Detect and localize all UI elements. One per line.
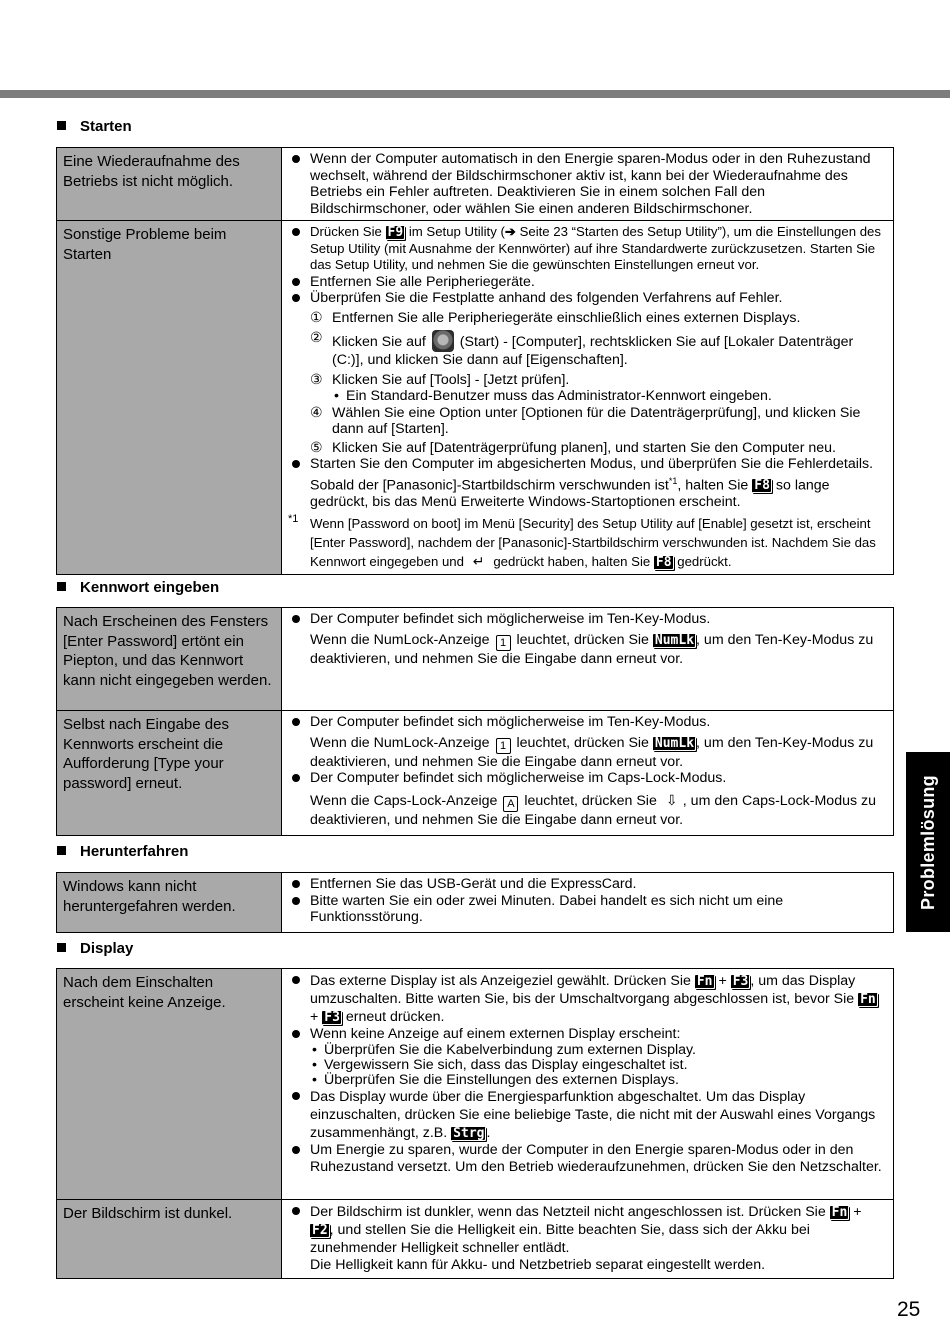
problem-cell: Nach Erscheinen des Fensters [Enter Password] ertönt ein Piepton, und das Kennwort kann nicht eingegeben werden. [57, 608, 282, 711]
bullet-item: Der Bildschirm ist dunkler, wenn das Netzteil nicht angeschlossen ist. Drücken Sie Fn + F2 , und stellen Sie die Helligkeit ein. Bitte beachten Sie, dass sich der Akku bei zunehmender Helligkeit schneller entlädt. [288, 1203, 885, 1257]
square-bullet-icon [57, 846, 66, 855]
bullet-item: Drücken Sie F9 im Setup Utility (➔ Seite 23 “Starten des Setup Utility”), um die Einstellungen des Setup Utility (mit Ausnahme der Kennwörter) auf ihre Standardwerte zurückzusetzen. Starten Sie das Setup Utility, und nehmen Sie die gewünschten Einstellungen erneut vor. [288, 224, 885, 274]
bullet-item: Der Computer befindet sich möglicherweise im Caps-Lock-Modus. [288, 770, 885, 787]
solution-cell [282, 873, 894, 933]
side-tab-label: Problemlösung [917, 774, 938, 910]
numlk-key-icon: NumLk [654, 735, 695, 751]
numbered-step: ② Klicken Sie auf (Start) - [Computer], rechtsklicken Sie auf [Lokaler Datenträger (C:)], und klicken Sie dann auf [Eigenschaften]. [310, 330, 854, 368]
fn-key-icon: Fn [831, 1205, 848, 1220]
bullet-item: Das externe Display ist als Anzeigeziel gewählt. Drücken Sie Fn + F3 , um das Display umzuschalten. Bitte warten Sie, bis der Umschaltvorgang abgeschlossen ist, bevor Sie Fn + F3 erneut drücken. [288, 972, 885, 1026]
f8-key-icon: F8 [655, 555, 672, 571]
solution-cell [282, 711, 894, 836]
page-number: 25 [897, 1298, 921, 1321]
problem-cell: Nach dem Einschalten erscheint keine Anzeige. [57, 969, 282, 1200]
section-heading-herunterfahren: Herunterfahren [57, 843, 188, 860]
numbered-step: ④ Wählen Sie eine Option unter [Optionen für die Datenträgerprüfung], und klicken Sie dann auf [Starten]. [310, 404, 861, 437]
sub-item: • Überprüfen Sie die Einstellungen des externen Displays. [288, 1073, 885, 1088]
header-bar [0, 90, 950, 98]
bullet-item: Überprüfen Sie die Festplatte anhand des folgenden Verfahrens auf Fehler. [288, 290, 885, 307]
paragraph: Wenn die Caps-Lock-Anzeige A leuchtet, drücken Sie ⇩ , um den Caps-Lock-Modus zu deaktivieren, und nehmen Sie die Eingabe dann erneut vor. [310, 791, 876, 828]
f8-key-icon: F8 [754, 478, 770, 494]
bullet-item: Der Computer befindet sich möglicherweise im Ten-Key-Modus. [288, 714, 885, 731]
numbered-step: ① Entfernen Sie alle Peripheriegeräte einschließlich eines externen Displays. [310, 309, 801, 326]
f9-key-icon: F9 [387, 225, 404, 240]
solution-cell [282, 148, 894, 221]
f3-key-icon: F3 [732, 974, 749, 989]
numbered-step: ③ Klicken Sie auf [Tools] - [Jetzt prüfen]. [310, 371, 570, 388]
table-herunterfahren [56, 872, 894, 933]
numlk-key-icon: NumLk [654, 632, 695, 648]
square-bullet-icon [57, 582, 66, 591]
bullet-item: Entfernen Sie das USB-Gerät und die ExpressCard. [288, 876, 885, 893]
paragraph: Die Helligkeit kann für Akku- und Netzbetrieb separat eingestellt werden. [310, 1257, 766, 1273]
paragraph: Wenn die NumLock-Anzeige 1 leuchtet, drücken Sie NumLk , um den Ten-Key-Modus zu deaktivieren, und nehmen Sie die Eingabe dann erneut vor. [310, 631, 874, 667]
capslock-indicator-icon: A [503, 796, 518, 812]
square-bullet-icon [57, 121, 66, 130]
f3-key-icon: F3 [324, 1010, 340, 1025]
bullet-item: Bitte warten Sie ein oder zwei Minuten. Dabei handelt es sich nicht um eine Funktionsstörung. [288, 893, 885, 926]
table-row [57, 711, 894, 836]
table-row [57, 608, 894, 711]
side-tab [906, 752, 950, 932]
problem-cell: Der Bildschirm ist dunkel. [57, 1200, 282, 1279]
fn-key-icon: Fn [696, 974, 713, 989]
shift-key-icon: ⇩ [665, 791, 678, 808]
problem-cell: Sonstige Probleme beim Starten [57, 221, 282, 575]
sub-item: • Ein Standard-Benutzer muss das Administrator-Kennwort eingeben. [288, 388, 885, 405]
bullet-item: Um Energie zu sparen, wurde der Computer in den Energie sparen-Modus oder in den Ruhezustand versetzt. Um den Betrieb wiederaufzunehmen, drücken Sie den Netzschalter. [288, 1142, 885, 1177]
problem-cell: Windows kann nicht heruntergefahren werden. [57, 873, 282, 933]
bullet-item: Entfernen Sie alle Peripheriegeräte. [288, 274, 885, 291]
square-bullet-icon [57, 943, 66, 952]
footnote: *1 Wenn [Password on boot] im Menü [Security] des Setup Utility auf [Enable] gesetzt ist, erscheint [Enter Password], nachdem der [Panasonic]-Startbildschirm verschwunden ist. Nachdem Sie das Kennwort eingegeben und ↵ gedrückt haben, halten Sie F8 gedrückt. [288, 513, 876, 571]
windows-start-icon [432, 330, 454, 352]
bullet-item: Starten Sie den Computer im abgesicherten Modus, und überprüfen Sie die Fehlerdetails. Sobald der [Panasonic]-Startbildschirm verschwunden ist$^{*1}$, halten Sie F8 so lange gedrückt, bis das Menü Erweiterte Windows-Startoptionen erscheint. [288, 456, 885, 510]
bullet-item: Das Display wurde über die Energiesparfunktion abgeschaltet. Um das Display einzuschalten, drücken Sie eine beliebige Taste, die nicht mit der Auswahl eines Vorgangs zusammenhängt, z.B. Strg . [288, 1088, 885, 1142]
table-row [57, 1200, 894, 1279]
table-starten [56, 147, 894, 575]
numlock-indicator-icon: 1 [496, 738, 511, 754]
solution-cell [282, 608, 894, 711]
problem-cell: Eine Wiederaufnahme des Betriebs ist nicht möglich. [57, 148, 282, 221]
table-row [57, 969, 894, 1200]
solution-cell [282, 221, 894, 575]
section-heading-display: Display [57, 940, 133, 957]
table-row [57, 148, 894, 221]
problem-cell: Selbst nach Eingabe des Kennworts erscheint die Aufforderung [Type your password] erneut. [57, 711, 282, 836]
table-kennwort [56, 607, 894, 836]
table-display [56, 968, 894, 1279]
bullet-item: Der Computer befindet sich möglicherweise im Ten-Key-Modus. [288, 611, 885, 628]
strg-key-icon: Strg [453, 1125, 485, 1141]
numbered-step: ⑤ Klicken Sie auf [Datenträgerprüfung planen], und starten Sie den Computer neu. [310, 439, 836, 456]
solution-cell [282, 1200, 894, 1279]
numlock-indicator-icon: 1 [496, 635, 511, 651]
paragraph: Wenn die NumLock-Anzeige 1 leuchtet, drücken Sie NumLk , um den Ten-Key-Modus zu deaktivieren, und nehmen Sie die Eingabe dann erneut vor. [310, 734, 874, 770]
fn-key-icon: Fn [860, 992, 876, 1007]
solution-cell [282, 969, 894, 1200]
sub-item: • Vergewissern Sie sich, dass das Display eingeschaltet ist. [288, 1058, 885, 1073]
section-heading-kennwort: Kennwort eingeben [57, 579, 219, 596]
section-heading-starten: Starten [57, 118, 132, 135]
arrow-right-icon: ➔ [504, 224, 516, 239]
table-row [57, 873, 894, 933]
bullet-item: Wenn keine Anzeige auf einem externen Display erscheint: [288, 1026, 885, 1043]
table-row [57, 221, 894, 575]
enter-key-icon: ↵ [472, 553, 485, 570]
bullet-item: Wenn der Computer automatisch in den Energie sparen-Modus oder in den Ruhezustand wechselt, während der Bildschirmschoner aktiv ist, kann bei der Wiederaufnahme des Betriebs ein Fehler auftreten. Deaktivieren Sie in einem solchen Fall den Bildschirmschoner, oder wählen Sie einen anderen Bildschirmschoner. [288, 151, 885, 217]
sub-item: • Überprüfen Sie die Kabelverbindung zum externen Display. [288, 1043, 885, 1058]
f2-key-icon: F2 [312, 1223, 328, 1238]
